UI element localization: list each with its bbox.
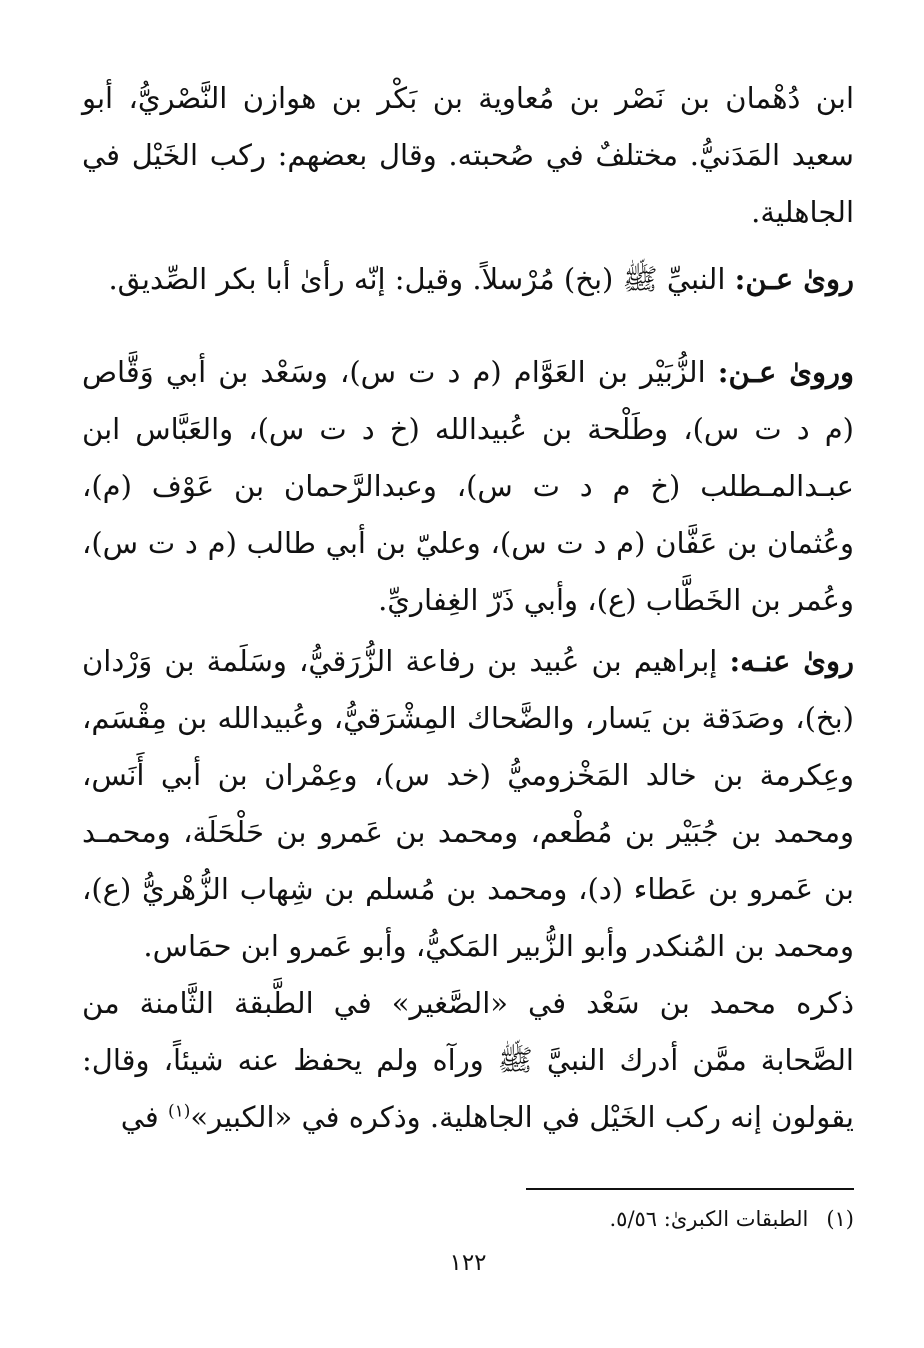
footnote-divider: [526, 1188, 854, 1190]
narrated-by-text: إبراهيم بن عُبيد بن رفاعة الزُّرَقيُّ، وسَلَمة بن وَرْدان (بخ)، وصَدَقة بن يَسار، والضَّحاك المِشْرَقيُّ، وعُبيدالله بن مِقْسَم، وعِكرمة بن خالد المَخْزوميُّ (خد س)، وعِمْران بن أبي أَنَس، ومحمد بن جُبَيْر بن مُطْعم، ومحمد بن عَمرو بن حَلْحَلَة، ومحمـد بن عَمرو بن عَطاء (د)، ومحمد بن مُسلم بن شِهاب الزُّهْريُّ (ع)، ومحمد بن المُنكدر وأبو الزُّبير المَكيُّ، وأبو عَمرو ابن حمَاس.: [82, 644, 854, 963]
paragraph-ibn-sad-mention: [82, 975, 854, 1146]
ibn-sad-text-end: في: [120, 1100, 168, 1134]
footnote-reference: (١): [167, 1101, 191, 1122]
footnote-number: (١): [826, 1207, 854, 1231]
page-number: ١٢٢: [449, 1250, 487, 1276]
paragraph-narrated-from: [82, 344, 854, 629]
intro-text: ابن دُهْمان بن نَصْر بن مُعاوية بن بَكْر بن هوازن النَّصْريُّ، أبو سعيد المَدَنيُّ. مختلفٌ في صُحبته. وقال بعضهم: ركب الخَيْل في الجاهلية.: [82, 81, 854, 229]
narrated-from-prophet-text: النبيِّ ﷺ (بخ) مُرْسلاً. وقيل: إنّه رأىٰ أبا بكر الصِّديق.: [108, 262, 735, 296]
paragraph-intro: [82, 70, 854, 241]
section-heading-rawa-an: روىٰ عـن:: [734, 262, 854, 296]
footnote-text: الطبقات الكبرىٰ: ٥/٥٦.: [609, 1207, 809, 1231]
narrated-from-text: الزُّبَيْر بن العَوَّام (م د ت س)، وسَعْد بن أبي وَقَّاص (م د ت س)، وطَلْحة بن عُبيدالله (خ د ت س)، والعَبَّاس ابن عبـدالمـطلب (خ م د ت س)، وعبدالرَّحمان بن عَوْف (م)، وعُثمان بن عَفَّان (م د ت س)، وعليّ بن أبي طالب (م د ت س)، وعُمر بن الخَطَّاب (ع)، وأبي ذَرّ الغِفاريِّ.: [82, 355, 854, 617]
book-page: [82, 70, 854, 1310]
paragraph-narrated-by: [82, 633, 854, 975]
paragraph-narrated-from-prophet: [82, 251, 854, 308]
section-heading-rawa-anhu: روىٰ عنـه:: [729, 644, 854, 678]
section-heading-wa-rawa-an: وروىٰ عـن:: [717, 355, 855, 389]
ibn-sad-text: ذكره محمد بن سَعْد في «الصَّغير» في الطَّبقة الثَّامنة من الصَّحابة ممَّن أدرك النبيَّ ﷺ ورآه ولم يحفظ عنه شيئاً، وقال: يقولون إنه ركب الخَيْل في الجاهلية. وذكره في «الكبير»: [82, 986, 854, 1134]
footnote: [609, 1204, 854, 1234]
